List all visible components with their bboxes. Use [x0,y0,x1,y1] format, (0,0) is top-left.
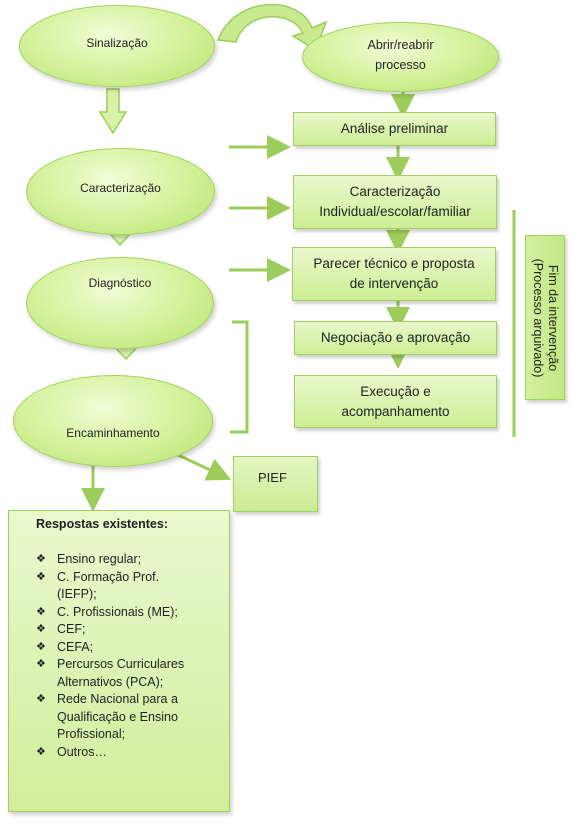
diamond-bullet-icon: ❖ [36,640,46,653]
node-caracterizacao [26,148,215,235]
box-analise-preliminar [293,112,496,146]
diamond-bullet-icon: ❖ [36,745,46,758]
box-negociacao-aprovacao [294,321,497,355]
fim-line2: (Processo arquivado) [531,258,545,377]
box-parecer-line1: Parecer técnico e proposta [313,256,475,271]
diamond-bullet-icon: ❖ [36,570,46,583]
box-execucao-acompanhamento [294,375,497,428]
node-sinalizacao-label: Sinalização [86,36,148,50]
box-parecer-tecnico [292,247,496,301]
respostas-title: Respostas existentes: [36,517,169,531]
box-analise-preliminar-label: Análise preliminar [340,121,449,136]
list-item: ❖ CEF; [36,621,229,639]
box-parecer-line2: de intervenção [349,276,439,291]
box-caracterizacao-individual [293,175,497,229]
diamond-bullet-icon: ❖ [36,623,46,635]
box-execucao-line2: acompanhamento [341,403,450,419]
node-abrir-reabrir-label: Abrir/reabrir processo [367,38,434,72]
box-pief [233,456,318,512]
list-item: ❖ CEFA; [36,639,229,657]
diamond-bullet-icon: ❖ [36,658,46,670]
respostas-list [36,551,229,761]
list-item: ❖ Rede Nacional para a Qualificação e Ensino Profissional; [36,692,178,741]
box-caracterizacao-line1: Caracterização [349,184,441,199]
down-arrow-1 [99,88,127,134]
box-fim-intervencao [525,235,565,400]
node-diagnostico-label: Diagnóstico [88,276,152,290]
box-negociacao-label: Negociação e aprovação [320,330,471,345]
box-pief-label: PIEF [258,470,287,485]
box-caracterizacao-line2: Individual/escolar/familiar [319,204,471,219]
fim-text [530,258,560,377]
box-respostas-existentes [8,510,230,812]
bracket-diagnostico-encaminhamento [230,322,247,432]
arrow-to-pief [178,455,223,476]
list-item: ❖ Outros… [36,744,229,762]
list-item: ❖ Percursos Curriculares Alternativos (PCA); [36,657,185,689]
node-diagnostico [26,257,214,349]
diamond-bullet-icon: ❖ [36,693,46,705]
box-execucao-line1: Execução e [360,383,431,399]
list-item: ❖ Ensino regular; [36,551,229,569]
list-item: ❖ C. Profissionais (ME); [36,604,229,622]
diamond-bullet-icon: ❖ [36,553,46,565]
node-encaminhamento-label: Encaminhamento [66,426,160,440]
node-caracterizacao-label: Caracterização [80,181,161,195]
node-encaminhamento [13,375,213,467]
node-sinalizacao [19,5,215,87]
fim-line1: Fim da intervenção [546,264,560,371]
list-item: ❖ C. Formação Prof. (IEFP); [36,569,160,601]
node-abrir-reabrir [302,22,499,92]
diamond-bullet-icon: ❖ [36,605,46,618]
